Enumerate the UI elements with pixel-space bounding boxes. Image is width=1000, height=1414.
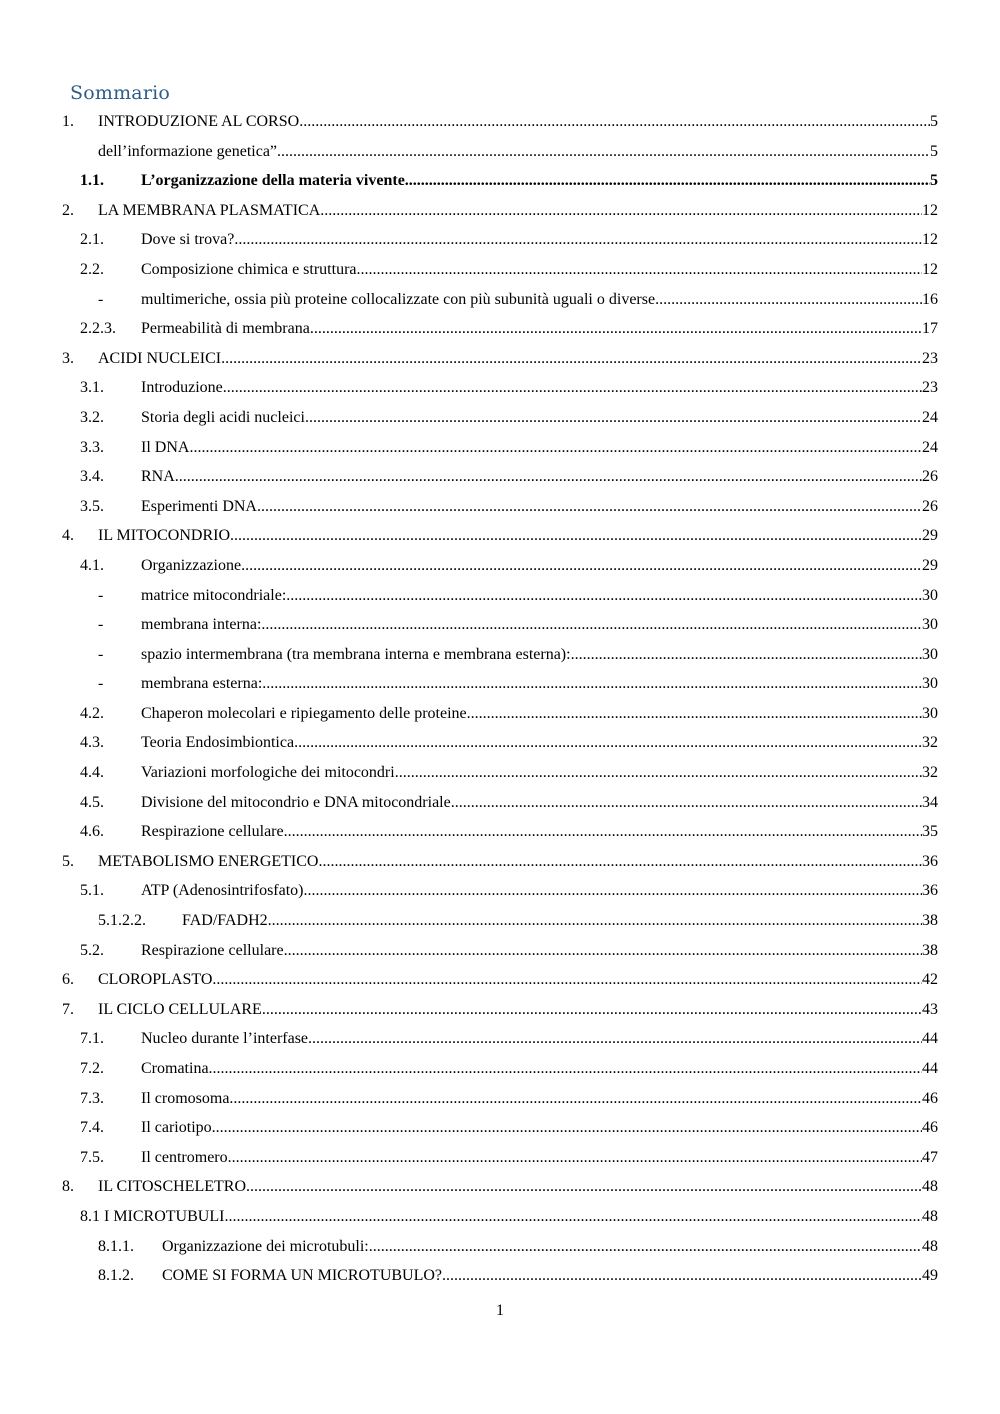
toc-entry[interactable] [0, 670, 1000, 700]
toc-entry-title[interactable]: matrice mitocondriale: [141, 586, 287, 604]
toc-entry[interactable] [0, 286, 1000, 316]
toc-entry-page: 23 [922, 349, 938, 367]
toc-entry-title[interactable]: COME SI FORMA UN MICROTUBULO? [162, 1267, 443, 1285]
toc-entry-page: 12 [922, 231, 938, 249]
toc-entry-number: 5. [62, 852, 74, 870]
toc-entry[interactable] [0, 404, 1000, 434]
toc-entry-title[interactable]: Nucleo durante l’interfase [141, 1030, 309, 1048]
toc-entry-title[interactable]: membrana esterna: [141, 675, 263, 693]
toc-entry-page: 5 [930, 172, 938, 190]
toc-entry-page: 30 [922, 586, 938, 604]
toc-entry-number: 2.2. [80, 260, 104, 278]
toc-entry-title[interactable]: Il DNA [141, 438, 190, 456]
toc-entry[interactable] [0, 759, 1000, 789]
toc-entry-title[interactable]: IL CITOSCHELETRO [98, 1178, 246, 1196]
toc-entry-title[interactable]: FAD/FADH2 [182, 912, 268, 930]
toc-entry-number: 4. [62, 527, 74, 545]
toc-entry-page: 26 [922, 468, 938, 486]
dot-leader [268, 911, 922, 931]
dot-leader [221, 349, 922, 369]
toc-entry-page: 29 [922, 556, 938, 574]
toc-entry-number: 2.1. [80, 231, 104, 249]
toc-entry[interactable] [0, 345, 1000, 375]
toc-entry[interactable] [0, 641, 1000, 671]
toc-entry-title[interactable]: spazio intermembrana (tra membrana interna e membrana esterna): [141, 645, 571, 663]
toc-entry-page: 32 [922, 734, 938, 752]
toc-entry[interactable] [0, 1114, 1000, 1144]
toc-entry-page: 23 [922, 379, 938, 397]
dot-leader [228, 1148, 922, 1168]
toc-entry-title[interactable]: L’organizzazione della materia vivente [141, 172, 405, 190]
toc-entry-title[interactable]: ATP (Adenosintrifosfato) [141, 882, 304, 900]
dot-leader [357, 260, 923, 280]
toc-entry-number: 3.2. [80, 408, 104, 426]
dot-leader [318, 852, 922, 872]
toc-entry[interactable] [0, 1262, 1000, 1292]
toc-entry-page: 24 [922, 408, 938, 426]
toc-entry-page: 46 [922, 1089, 938, 1107]
dot-leader [286, 586, 922, 606]
toc-entry-title[interactable]: Variazioni morfologiche dei mitocondri [141, 764, 395, 782]
toc-entry-number: 3.5. [80, 497, 104, 515]
toc-entry-number: 7.1. [80, 1030, 104, 1048]
dot-leader [277, 142, 930, 162]
toc-entry-title[interactable]: Dove si trova? [141, 231, 235, 249]
toc-entry-number: 6. [62, 971, 74, 989]
toc-entry-page: 30 [922, 675, 938, 693]
toc-entry[interactable] [0, 522, 1000, 552]
dot-leader [395, 763, 922, 783]
toc-entry-page: 30 [922, 704, 938, 722]
toc-entry-page: 38 [922, 941, 938, 959]
toc-entry-page: 17 [922, 320, 938, 338]
toc-entry-page: 32 [922, 764, 938, 782]
toc-entry-title[interactable]: Respirazione cellulare [141, 823, 284, 841]
toc-entry-title[interactable]: Esperimenti DNA [141, 497, 257, 515]
toc-entry[interactable] [0, 907, 1000, 937]
toc-entry-number: 8.1.2. [98, 1267, 134, 1285]
dot-leader [246, 1177, 922, 1197]
dot-leader [212, 970, 922, 990]
toc-entry-number: 2.2.3. [80, 320, 116, 338]
dot-leader [467, 704, 922, 724]
toc-entry-title[interactable]: RNA [141, 468, 175, 486]
dot-leader [223, 378, 922, 398]
dot-leader [175, 467, 922, 487]
toc-entry-title[interactable]: Divisione del mitocondrio e DNA mitocondriale [141, 793, 451, 811]
dot-leader [209, 1059, 922, 1079]
toc-entry[interactable] [0, 226, 1000, 256]
toc-entry-page: 46 [922, 1119, 938, 1137]
toc-entry-title[interactable]: multimeriche, ossia più proteine collocalizzate con più subunità uguali o diverse [141, 290, 656, 308]
toc-entry-title[interactable]: Il centromero [141, 1148, 228, 1166]
dot-leader [304, 881, 923, 901]
toc-entry-number: 3.1. [80, 379, 104, 397]
dot-leader [257, 497, 922, 517]
dot-leader [261, 615, 922, 635]
toc-entry-title[interactable]: Permeabilità di membrana [141, 320, 310, 338]
dot-leader [284, 822, 922, 842]
toc-entry[interactable] [0, 552, 1000, 582]
dot-leader [189, 438, 922, 458]
toc-entry-page: 26 [922, 497, 938, 515]
dot-leader [451, 793, 922, 813]
toc-entry[interactable] [0, 611, 1000, 641]
toc-entry[interactable] [0, 256, 1000, 286]
toc-entry-title[interactable]: membrana interna: [141, 616, 262, 634]
dot-leader [234, 230, 922, 250]
toc-entry-page: 5 [930, 113, 938, 130]
toc-entry-number: 4.1. [80, 556, 104, 574]
toc-entry-title[interactable]: ACIDI NUCLEICI [98, 349, 222, 367]
toc-entry-number: - [98, 290, 104, 308]
toc-entry-page: 49 [922, 1267, 938, 1285]
dot-leader [310, 319, 922, 339]
toc-entry-page: 48 [922, 1207, 938, 1225]
toc-entry[interactable] [0, 1085, 1000, 1115]
dot-leader [571, 645, 922, 665]
toc-entry-number: 4.4. [80, 764, 104, 782]
toc-entry-title[interactable]: Il cromosoma [141, 1089, 230, 1107]
toc-entry[interactable] [0, 729, 1000, 759]
toc-entry-title[interactable]: METABOLISMO ENERGETICO [98, 852, 319, 870]
toc-entry-page: 47 [922, 1148, 938, 1166]
toc-entry[interactable] [0, 1203, 1000, 1233]
dot-leader [294, 733, 922, 753]
toc-entry-title[interactable]: Il cariotipo [141, 1119, 212, 1137]
dot-leader [229, 1089, 922, 1109]
toc-entry-page: 36 [922, 882, 938, 900]
toc-entry[interactable] [0, 374, 1000, 404]
toc-entry-page: 29 [922, 527, 938, 545]
toc-entry-number: 1. [62, 113, 74, 130]
toc-entry-title[interactable]: Storia degli acidi nucleici [141, 408, 305, 426]
dot-leader [655, 290, 922, 310]
toc-entry[interactable] [0, 493, 1000, 523]
toc-entry-page: 12 [922, 201, 938, 219]
toc-entry-title[interactable]: Organizzazione dei microtubuli: [162, 1237, 369, 1255]
dot-leader [224, 1207, 922, 1227]
toc-entry[interactable] [0, 167, 1000, 197]
toc-heading: Sommario [70, 82, 171, 104]
toc-entry-number: 4.3. [80, 734, 104, 752]
toc-entry-page: 48 [922, 1178, 938, 1196]
toc-entry-page: 30 [922, 616, 938, 634]
toc-entry-title[interactable]: dell’informazione genetica” [98, 142, 278, 160]
toc-entry-title[interactable]: Organizzazione [141, 556, 242, 574]
toc-entry-number: 5.1. [80, 882, 104, 900]
toc-entry-page: 36 [922, 852, 938, 870]
toc-entry-page: 48 [922, 1237, 938, 1255]
toc-entry-number: - [98, 645, 104, 663]
toc-entry-number: 4.5. [80, 793, 104, 811]
toc-entry-number: 7.5. [80, 1148, 104, 1166]
toc-entry[interactable] [0, 848, 1000, 878]
toc-entry-title[interactable]: CLOROPLASTO [98, 971, 213, 989]
dot-leader [369, 1237, 922, 1257]
toc-entry[interactable] [0, 700, 1000, 730]
toc-entry-title[interactable]: Composizione chimica e struttura [141, 260, 357, 278]
dot-leader [442, 1266, 922, 1286]
toc-entry-number: - [98, 616, 104, 634]
toc-entry-title[interactable]: IL CICLO CELLULARE [98, 1000, 262, 1018]
toc-entry[interactable] [0, 789, 1000, 819]
toc-entry-title[interactable]: Introduzione [141, 379, 223, 397]
toc-entry-page: 12 [922, 260, 938, 278]
toc-entry-number: - [98, 586, 104, 604]
dot-leader [262, 674, 922, 694]
table-of-contents [0, 108, 1000, 1292]
toc-entry-number: 8.1.1. [98, 1237, 134, 1255]
toc-entry-page: 44 [922, 1060, 938, 1077]
toc-entry-page: 38 [922, 912, 938, 930]
toc-entry-page: 5 [930, 142, 938, 160]
toc-entry-page: 35 [922, 823, 938, 841]
toc-entry-number: 7.3. [80, 1089, 104, 1107]
toc-entry-number: 2. [62, 201, 74, 219]
toc-entry-number: 7.4. [80, 1119, 104, 1137]
toc-entry-number: 8. [62, 1178, 74, 1196]
page-number: 1 [496, 1302, 504, 1319]
dot-leader [262, 1000, 922, 1020]
toc-entry-title[interactable]: Cromatina [141, 1060, 209, 1077]
toc-entry-number: 1.1. [80, 172, 104, 190]
toc-entry-page: 43 [922, 1000, 938, 1018]
toc-entry[interactable] [0, 1025, 1000, 1055]
toc-entry-number: 3.4. [80, 468, 104, 486]
toc-entry-title[interactable]: 8.1 I MICROTUBULI [80, 1207, 225, 1225]
toc-entry[interactable] [0, 1173, 1000, 1203]
dot-leader [284, 941, 922, 961]
toc-entry[interactable] [0, 463, 1000, 493]
toc-entry[interactable] [0, 108, 1000, 138]
toc-entry-number: 7. [62, 1000, 74, 1018]
toc-entry[interactable] [0, 966, 1000, 996]
toc-entry-title[interactable]: Chaperon molecolari e ripiegamento delle proteine [141, 704, 467, 722]
toc-entry-number: 4.2. [80, 704, 104, 722]
dot-leader [241, 556, 922, 576]
toc-entry-number: 3. [62, 349, 74, 367]
toc-entry-number: - [98, 675, 104, 693]
toc-entry-title[interactable]: Respirazione cellulare [141, 941, 284, 959]
toc-entry-title[interactable]: IL MITOCONDRIO [98, 527, 230, 545]
toc-entry[interactable] [0, 197, 1000, 227]
toc-entry-page: 34 [922, 793, 938, 811]
toc-entry[interactable] [0, 138, 1000, 168]
toc-entry-page: 24 [922, 438, 938, 456]
toc-entry-number: 5.1.2.2. [98, 912, 146, 930]
dot-leader [230, 526, 922, 546]
toc-entry[interactable] [0, 996, 1000, 1026]
toc-entry-title[interactable]: Teoria Endosimbiontica [141, 734, 295, 752]
toc-entry[interactable] [0, 937, 1000, 967]
dot-leader [299, 112, 930, 132]
toc-entry[interactable] [0, 818, 1000, 848]
toc-entry-page: 44 [922, 1030, 938, 1048]
toc-entry[interactable] [0, 434, 1000, 464]
toc-entry-page: 30 [922, 645, 938, 663]
toc-entry[interactable] [0, 582, 1000, 612]
toc-entry-number: 5.2. [80, 941, 104, 959]
toc-entry[interactable] [0, 315, 1000, 345]
dot-leader [212, 1118, 922, 1138]
dot-leader [320, 201, 922, 221]
toc-entry-number: 4.6. [80, 823, 104, 841]
toc-entry[interactable] [0, 1144, 1000, 1174]
toc-entry[interactable] [0, 877, 1000, 907]
toc-entry-page: 16 [922, 290, 938, 308]
dot-leader [305, 408, 922, 428]
toc-entry[interactable] [0, 1055, 1000, 1085]
dot-leader [308, 1029, 922, 1049]
toc-entry[interactable] [0, 1233, 1000, 1263]
dot-leader [405, 171, 930, 191]
toc-entry-number: 3.3. [80, 438, 104, 456]
toc-entry-title[interactable]: LA MEMBRANA PLASMATICA [98, 201, 321, 219]
toc-entry-page: 42 [922, 971, 938, 989]
toc-entry-title[interactable]: INTRODUZIONE AL CORSO [98, 113, 300, 130]
toc-entry-number: 7.2. [80, 1060, 104, 1077]
